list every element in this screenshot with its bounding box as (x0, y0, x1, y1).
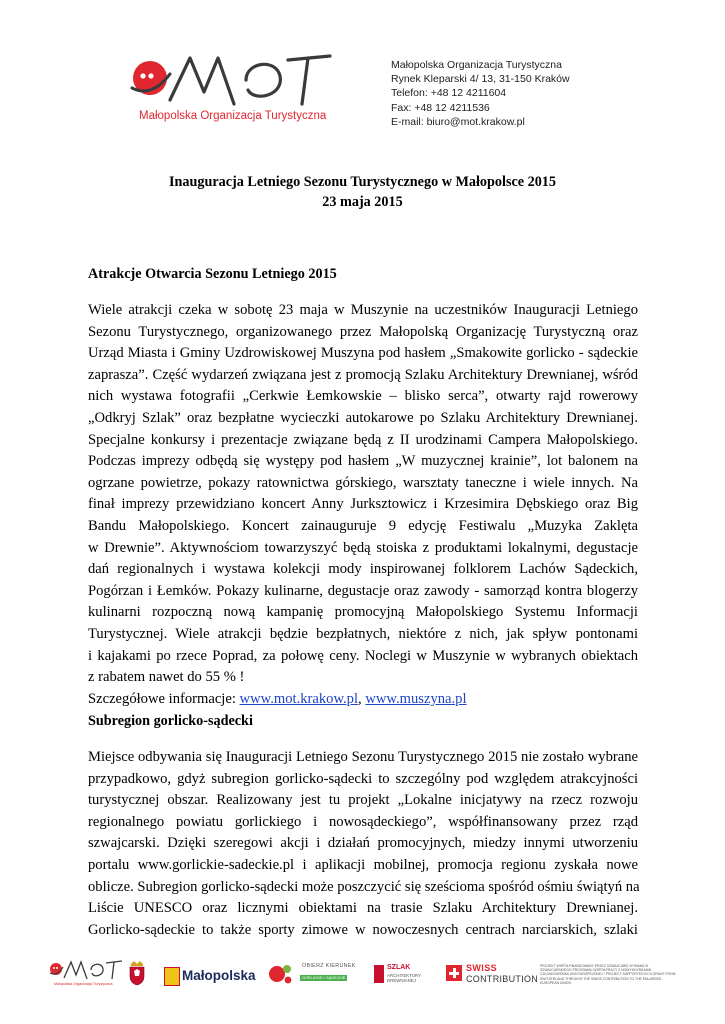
paragraph-line: Urząd Miasta i Gminy Uzdrowiskowej Muszyna pod hasłem „Smakowite gorlicko - sądeckie (88, 345, 638, 362)
project-statement (540, 956, 680, 996)
paragraph-line: „Odkryj Szlak” oraz bezpłatne wycieczki autokarowe po Szlaku Architektury Drewnianej. (88, 409, 638, 426)
logo-tagline: Małopolska Organizacja Turystyczna (139, 110, 327, 122)
paragraph-line: z rabatem nawet do 55 % ! (88, 669, 245, 686)
paragraph-line: Miejsce odbywania się Inauguracji Letniego Sezonu Turystycznego 2015 nie zostało wybrane (88, 749, 638, 765)
project-statement-text: PROJEKT WSPÓŁFINANSOWANY PRZEZ SZWAJCARIĘ W RAMACH SZWAJCARSKIEGO PROGRAMU WSPÓŁPRACY Z NOWYMI KRAJAMI CZŁONKOWSKIMI UNII EUROPEJSKIEJ / PROJECT SUPPORTED BY A GRANT FROM SWITZERLAND THROUGH THE SWISS CONTRIBUTION TO THE ENLARGED EUROPEAN UNION (540, 964, 676, 985)
paragraph-subregion (88, 747, 638, 941)
paragraph-line: zaprasza”. Część wydarzeń związana jest z promocją Szlaku Architektury Drewnianej, wśród (88, 366, 638, 383)
coat-of-arms-icon (128, 956, 146, 996)
paragraph-line: nich wystawa fotografii „Cerkwie Łemkowskie – blisko serca”, otwarty rajd rowerowy (88, 388, 638, 405)
paragraph-line: i kajakami po rzece Poprad, za połowę ceny. Noclegi w Muszynie w wybranych obiektach (88, 647, 638, 664)
paragraph-line: w Drewnie”. Aktywnościom towarzyszyć będą stoiska z produktami lokalnymi, degustacje (88, 539, 638, 556)
swiss-flag-icon (446, 965, 462, 981)
paragraph-line: Specjalne konkursy i prezentacje związane będą z II urodzinami Campera Małopolskiego. (88, 431, 638, 448)
paragraph-line: Podczas imprezy odbędą się występy pod hasłem „W muzycznej krainie”, lot balonem na (88, 453, 638, 470)
swiss-contribution-logo (444, 956, 539, 996)
obierz-kierunek-logo (298, 956, 364, 996)
paragraph-line: Sezonu Turystycznego, organizowanego przez Małopolską Organizację Turystyczną oraz (88, 323, 638, 340)
paragraph-line: Wiele atrakcji czeka w sobotę 23 maja w Muszynie na uczestników Inauguracji Letniego (88, 302, 638, 318)
contact-org: Małopolska Organizacja Turystyczna (391, 59, 562, 71)
details-label: Szczegółowe informacje: (88, 690, 240, 707)
contact-block (391, 58, 570, 129)
paragraph-line: kulinarni rozpoczną nową kampanię promocyjną Małopolskiego Systemu Informacji (88, 604, 638, 621)
szlak-line2: ARCHITEKTURY (387, 973, 422, 978)
paragraph-line: dań regionalnych i wystawa kolekcji mody inspirowanej folklorem Lachów Sądeckich, (88, 561, 638, 578)
document-title: Inauguracja Letniego Sezonu Turystycznego w Małopolsce 2015 (168, 174, 556, 190)
link-muszyna[interactable]: www.muszyna.pl (365, 690, 467, 707)
section-heading-attractions: Atrakcje Otwarcia Sezonu Letniego 2015 (88, 266, 337, 282)
paragraph-line: szwajcarski. Dzięki szeregowi akcji i działań promocyjnych, miedzy innymi utworzeniu (88, 835, 638, 852)
details-line (88, 689, 638, 711)
malopolska-shield-icon (164, 967, 180, 986)
link-separator: , (358, 690, 366, 707)
document-date: 23 maja 2015 (322, 194, 403, 210)
malopolska-logo (164, 956, 256, 996)
circles-logo-icon (266, 956, 296, 996)
szlak-mark-icon (374, 965, 384, 983)
mot-logo (118, 44, 358, 140)
contact-address: Rynek Kleparski 4/ 13, 31-150 Kraków (391, 73, 570, 86)
obierz-line1: OBIERZ KIERUNEK (302, 963, 356, 969)
footer-mot-tagline: Małopolska Organizacja Turystyczna (54, 982, 113, 986)
contact-phone: Telefon: +48 12 4211604 (391, 87, 507, 100)
swiss-line2: CONTRIBUTION (466, 974, 539, 984)
szlak-line1: SZLAK (387, 964, 411, 971)
swiss-line1: SWISS (466, 963, 498, 973)
paragraph-line: Turystycznej. Wiele atrakcji będzie bezpłatnych, niektóre z nich, jak spływ pontonami (88, 625, 638, 642)
paragraph-attractions (88, 300, 638, 710)
paragraph-line: Liście UNESCO oraz licznymi obiektami na trasie Szlaku Architektury Drewnianej. (88, 900, 638, 917)
paragraph-line: turystycznej obszar. Realizowany jest tu projekt „Lokalne inicjatywy na rzecz rozwoju (88, 792, 638, 809)
contact-email: E-mail: biuro@mot.krakow.pl (391, 115, 525, 128)
paragraph-line: portalu www.gorlickie-sadeckie.pl i aplikacji mobilnej, promocja regionu zyskała nowe (88, 856, 638, 873)
paragraph-line: regionalnego powiatu gorlickiego i nowosądeckiego”, współfinansowany przez rząd (88, 813, 638, 830)
link-mot-krakow[interactable]: www.mot.krakow.pl (239, 690, 359, 707)
section-heading-subregion: Subregion gorlicko-sądecki (88, 713, 253, 729)
paragraph-line: ogrzane powietrze, pokazy ratownictwa górskiego, warsztaty taneczne i wiele innych. Na (88, 474, 638, 491)
obierz-line2: GORLICKIE • SĄDECKIE (302, 976, 346, 980)
szlak-logo (374, 956, 434, 996)
contact-fax: Fax: +48 12 4211536 (391, 101, 490, 114)
paragraph-line: Bandu Małopolskiego. Koncert zainauguruje 9 edycję Festiwalu „Muzyka Zaklęta (88, 517, 638, 534)
paragraph-line: finał imprezy przewidziano koncert Anny Jurksztowicz i Krzesimira Dębskiego oraz Big (88, 496, 638, 513)
paragraph-line: przypadkowo, gdyż subregion gorlicko-sądecki to szczególny pod względem atrakcyjności (88, 770, 638, 787)
szlak-line3: DREWNIANEJ (387, 978, 417, 983)
paragraph-line: oblicze. Subregion gorlicko-sądecki może poszczycić się sześcioma spośród ośmiu świątyń na (88, 878, 640, 895)
footer-logos (40, 956, 685, 996)
paragraph-line: Pogórzan i Łemków. Pokazy kulinarne, degustacje oraz zawody - samorząd kontra blogerzy (88, 582, 638, 599)
malopolska-text: Małopolska (182, 968, 256, 983)
paragraph-line: Gorlicko-sądeckie to także sporty zimowe w nowoczesnych centrach narciarskich, szlaki (88, 921, 638, 938)
footer-mot-logo (46, 956, 126, 996)
